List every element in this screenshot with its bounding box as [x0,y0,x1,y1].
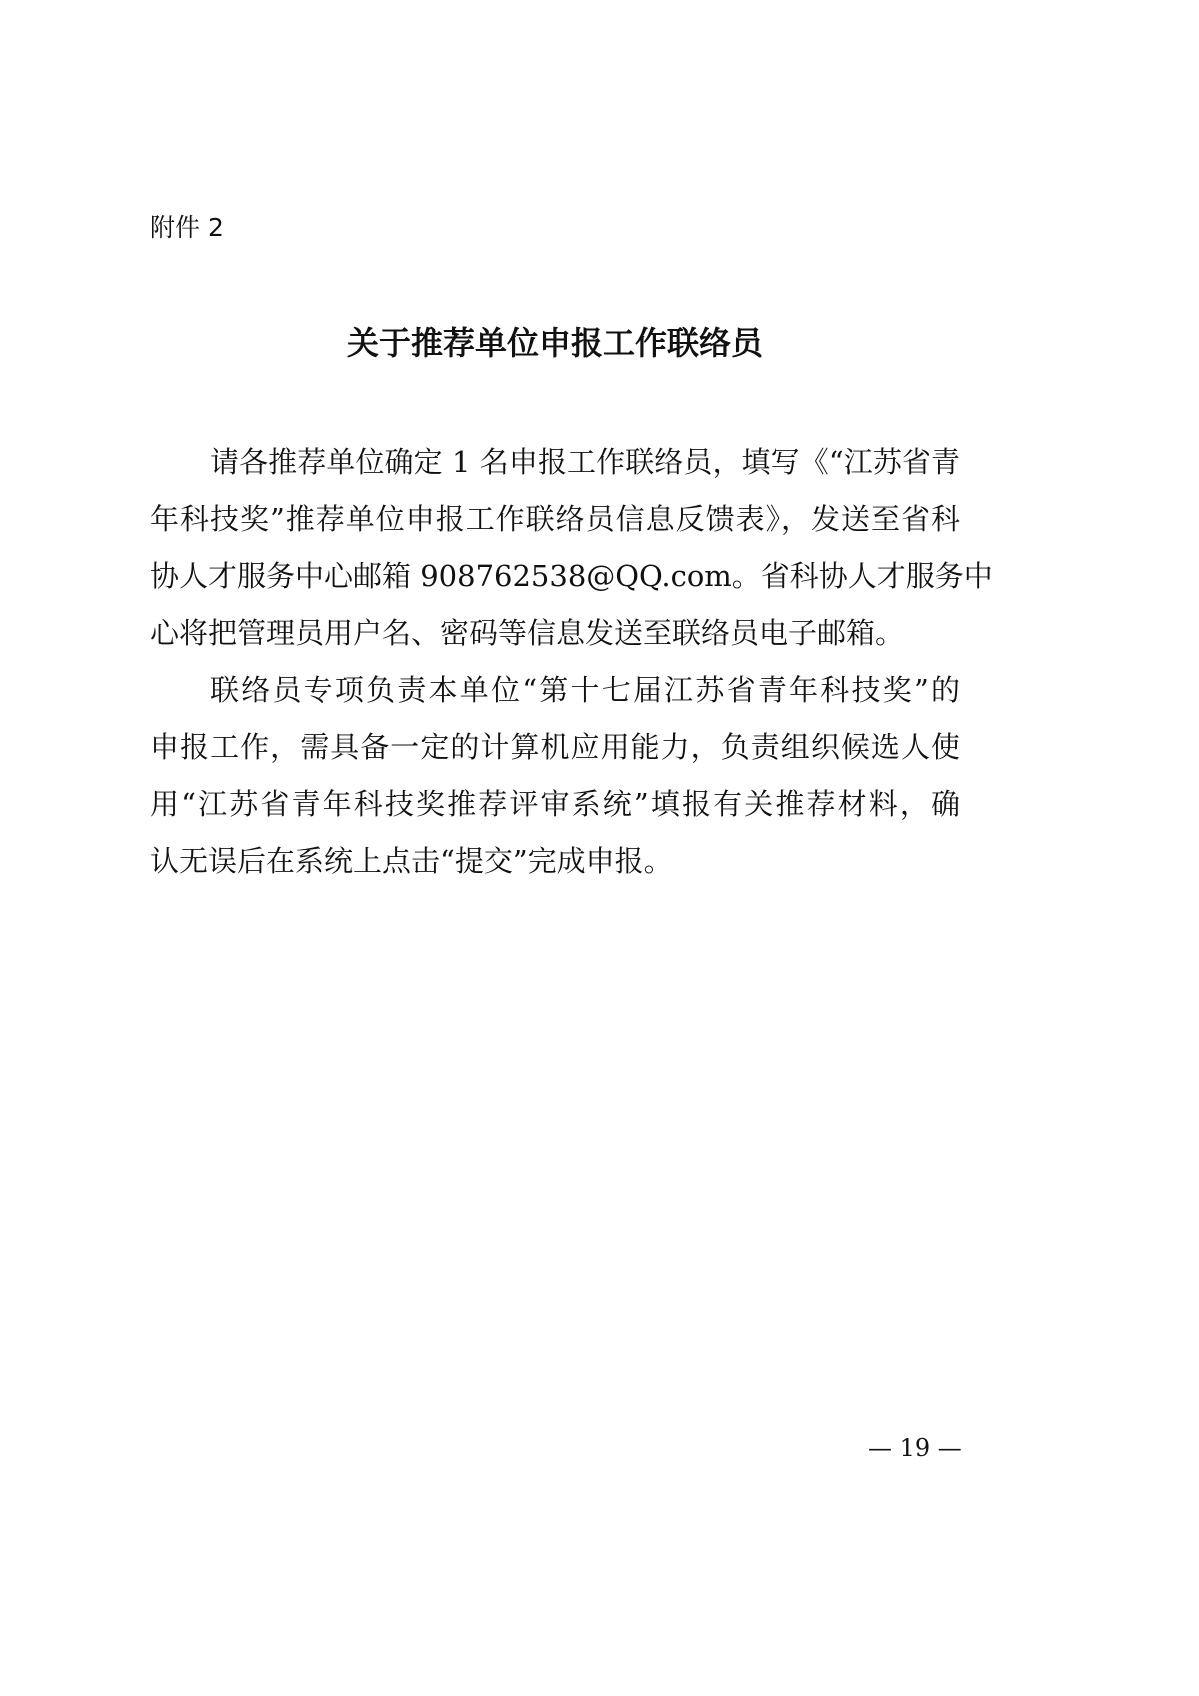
paragraph-line: 心将把管理员用户名、密码等信息发送至联络员电子邮箱。 [150,616,905,650]
paragraph-line: 请各推荐单位确定 1 名申报工作联络员，填写《“江苏省青 [210,445,960,479]
document-title: 关于推荐单位申报工作联络员 [346,324,763,362]
paragraph-line: 认无误后在系统上点击“提交”完成申报。 [150,844,673,878]
paragraph-line: 协人才服务中心邮箱 908762538@QQ.com。省科协人才服务中 [150,559,993,593]
page-number: — 19 — [868,1434,962,1462]
paragraph-line: 申报工作，需具备一定的计算机应用能力，负责组织候选人使 [150,730,960,764]
attachment-label: 附件 2 [150,213,224,242]
paragraph-line: 年科技奖”推荐单位申报工作联络员信息反馈表》，发送至省科 [150,502,960,536]
paragraph-line: 用“江苏省青年科技奖推荐评审系统”填报有关推荐材料，确 [150,787,960,821]
paragraph-line: 联络员专项负责本单位“第十七届江苏省青年科技奖”的 [210,673,960,707]
